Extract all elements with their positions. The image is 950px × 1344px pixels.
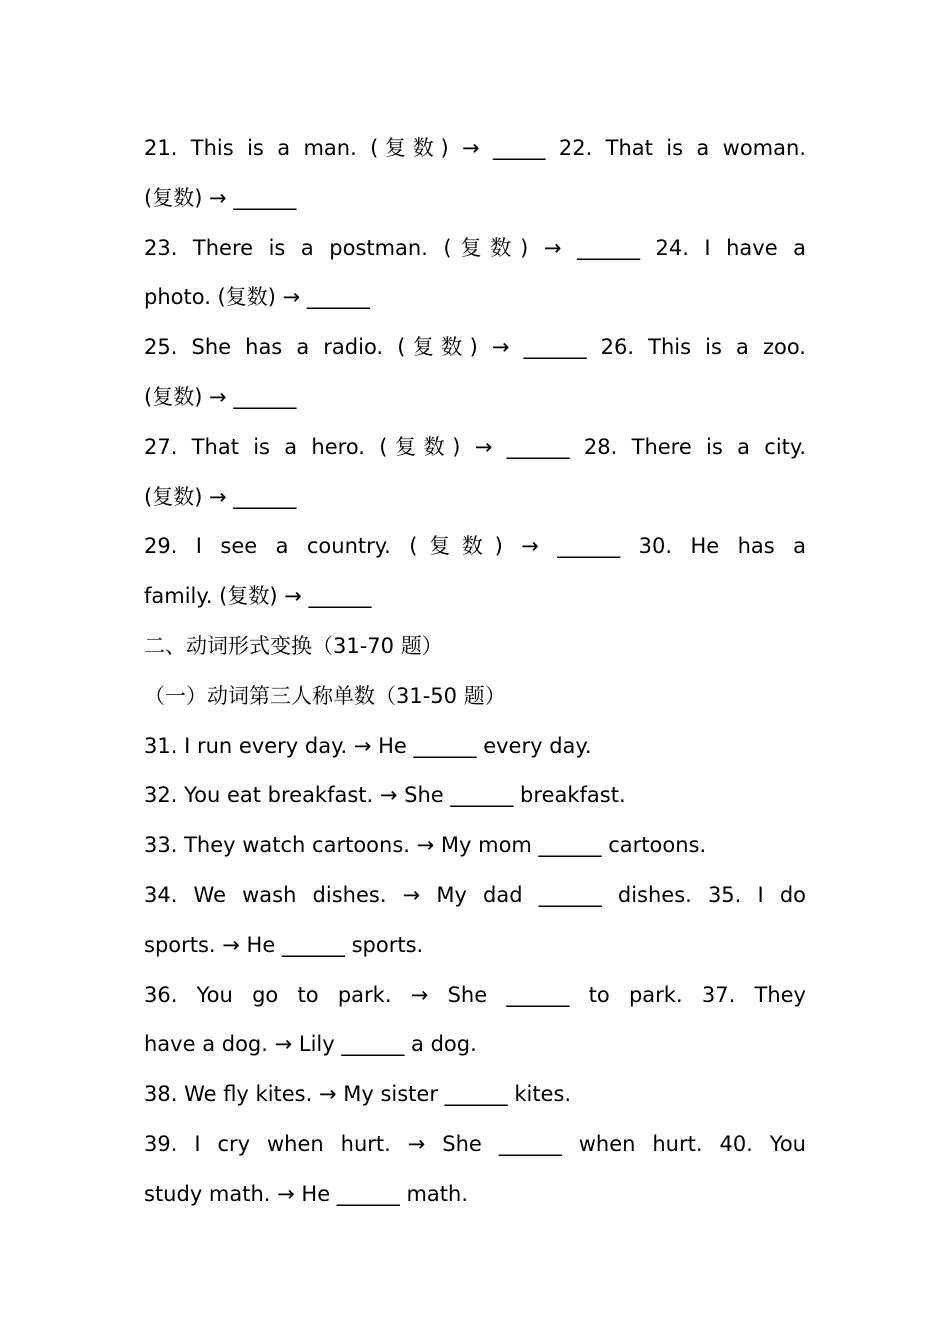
- exercise-line-37-cont: have a dog. → Lily ______ a dog.: [144, 1032, 477, 1057]
- exercise-line-28-cont: (复数) → ______: [144, 484, 297, 509]
- exercise-line-29-30: 29. I see a country. (复数) → ______ 30. He has a: [144, 534, 806, 559]
- subsection-heading: （一）动词第三人称单数（31-50 题）: [144, 683, 506, 708]
- exercise-line-27-28: 27. That is a hero. (复数) → ______ 28. There is a city.: [144, 434, 806, 459]
- exercise-line-32: 32. You eat breakfast. → She ______ breakfast.: [144, 783, 626, 808]
- exercise-line-34-35: 34. We wash dishes. → My dad ______ dishes. 35. I do: [144, 882, 806, 907]
- exercise-line-30-cont: family. (复数) → ______: [144, 584, 372, 609]
- exercise-line-40-cont: study math. → He ______ math.: [144, 1181, 469, 1206]
- exercise-line-24-cont: photo. (复数) → ______: [144, 285, 370, 310]
- exercise-line-26-cont: (复数) → ______: [144, 384, 297, 409]
- exercise-line-31: 31. I run every day. → He ______ every day.: [144, 733, 592, 758]
- exercise-line-21-22: 21. This is a man. (复数) → _____ 22. That is a woman.: [144, 136, 806, 160]
- section-heading: 二、动词形式变换（31-70 题）: [144, 633, 443, 658]
- exercise-line-33: 33. They watch cartoons. → My mom ______ cartoons.: [144, 833, 707, 858]
- exercise-line-22-cont: (复数) → ______: [144, 185, 297, 210]
- exercise-line-25-26: 25. She has a radio. (复数) → ______ 26. This is a zoo.: [144, 335, 806, 360]
- exercise-line-36-37: 36. You go to park. → She ______ to park. 37. They: [144, 982, 806, 1007]
- exercise-line-38: 38. We fly kites. → My sister ______ kites.: [144, 1082, 572, 1107]
- exercise-line-35-cont: sports. → He ______ sports.: [144, 932, 424, 957]
- exercise-line-39-40: 39. I cry when hurt. → She ______ when hurt. 40. You: [144, 1131, 806, 1156]
- exercise-content: [144, 124, 806, 1220]
- exercise-line-23-24: 23. There is a postman. (复数) → ______ 24. I have a: [144, 235, 806, 260]
